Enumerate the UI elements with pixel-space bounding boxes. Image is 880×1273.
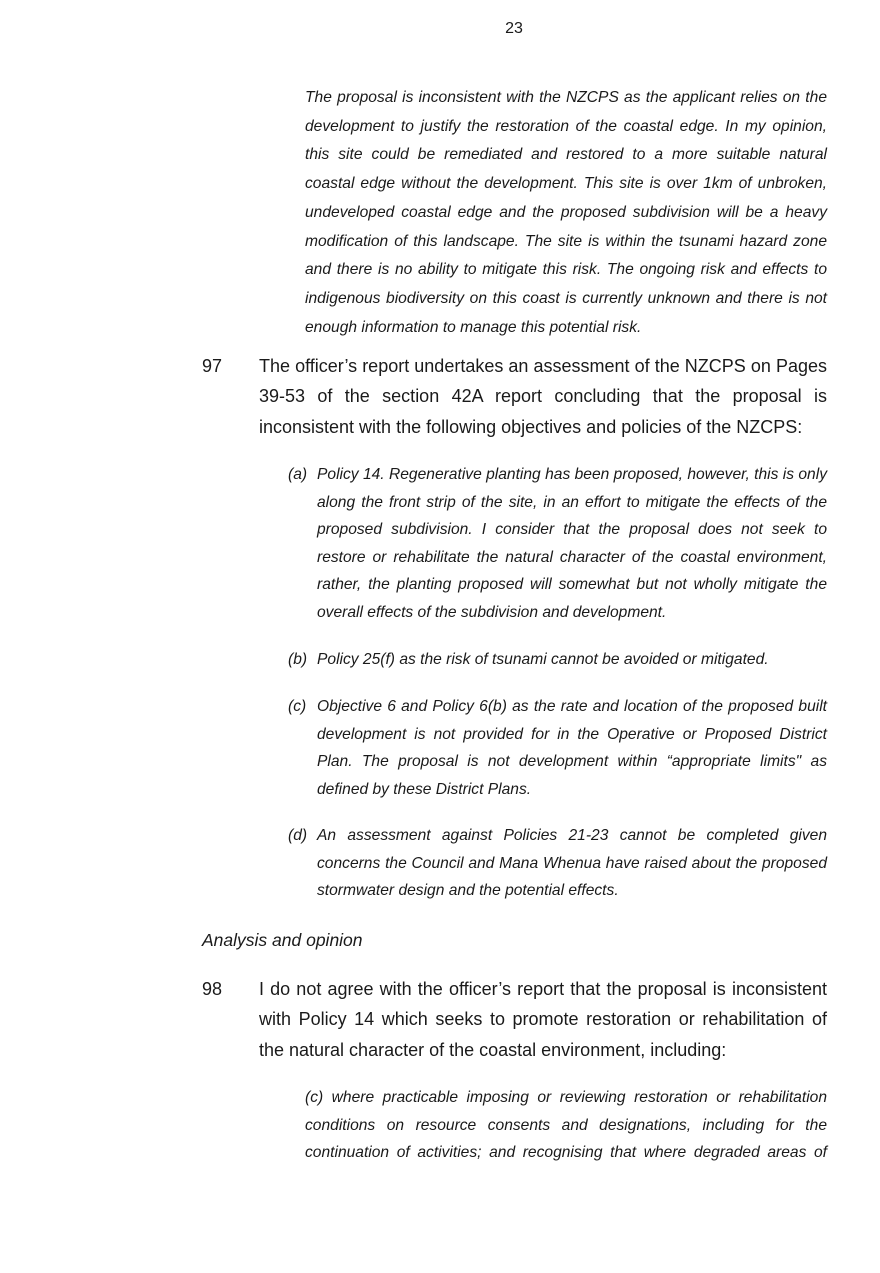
block-quote-officer-opinion: The proposal is inconsistent with the NZCPS as the applicant relies on the development to justify the restoration of the coastal edge. In my opinion, this site could be remediated and restored to a more suitable natural coastal edge without the development. This site is over 1km of unbroken, undeveloped coastal edge and the proposed subdivision will be a heavy modification of this landscape. The site is within the tsunami hazard zone and there is no ability to mitigate this risk. The ongoing risk and effects to indigenous biodiversity on this coast is currently unknown and there is not enough information to manage this potential risk. [305,89,827,336]
paragraph-97-text: The officer’s report undertakes an assessment of the NZCPS on Pages 39-53 of the section 42A report concluding that the proposal is inconsistent with the following objectives and policies of the NZCPS: [259,356,827,437]
list-item-letter-b: (b) [288,651,308,668]
section-subheading: Analysis and opinion [202,930,363,950]
paragraph-number-98: 98 [202,979,223,999]
list-item-b-text: Policy 25(f) as the risk of tsunami cannot be avoided or mitigated. [317,651,769,668]
paragraph-number-97: 97 [202,356,223,376]
paragraph-98-text: I do not agree with the officer’s report that the proposal is inconsistent with Policy 14 which seeks to promote restoration or rehabilitation of the natural character of the coastal environment, including: [259,979,827,1060]
list-item-letter-d: (d) [288,827,308,844]
list-item-a-text: Policy 14. Regenerative planting has been proposed, however, this is only along the front strip of the site, in an effort to mitigate the effects of the proposed subdivision. I consider that the proposal does not seek to restore or rehabilitate the natural character of the coastal environment, rather, the planting proposed will somewhat but not wholly mitigate the overall effects of the subdivision and development. [317,466,827,621]
list-item-d-text: An assessment against Policies 21-23 cannot be completed given concerns the Council and Mana Whenua have raised about the proposed stormwater design and the potential effects. [317,827,827,900]
page-number: 23 [505,20,523,37]
list-item-letter-c: (c) [288,698,307,715]
list-item-c-text: Objective 6 and Policy 6(b) as the rate and location of the proposed built development is not provided for in the Operative or Proposed District Plan. The proposal is not development within “appropriate limits" as defined by these District Plans. [317,698,827,798]
block-quote-policy-14: (c) where practicable imposing or reviewing restoration or rehabilitation conditions on resource consents and designations, including for the continuation of activities; and recognising that where degraded areas of [305,1089,827,1162]
list-item-letter-a: (a) [288,466,308,483]
